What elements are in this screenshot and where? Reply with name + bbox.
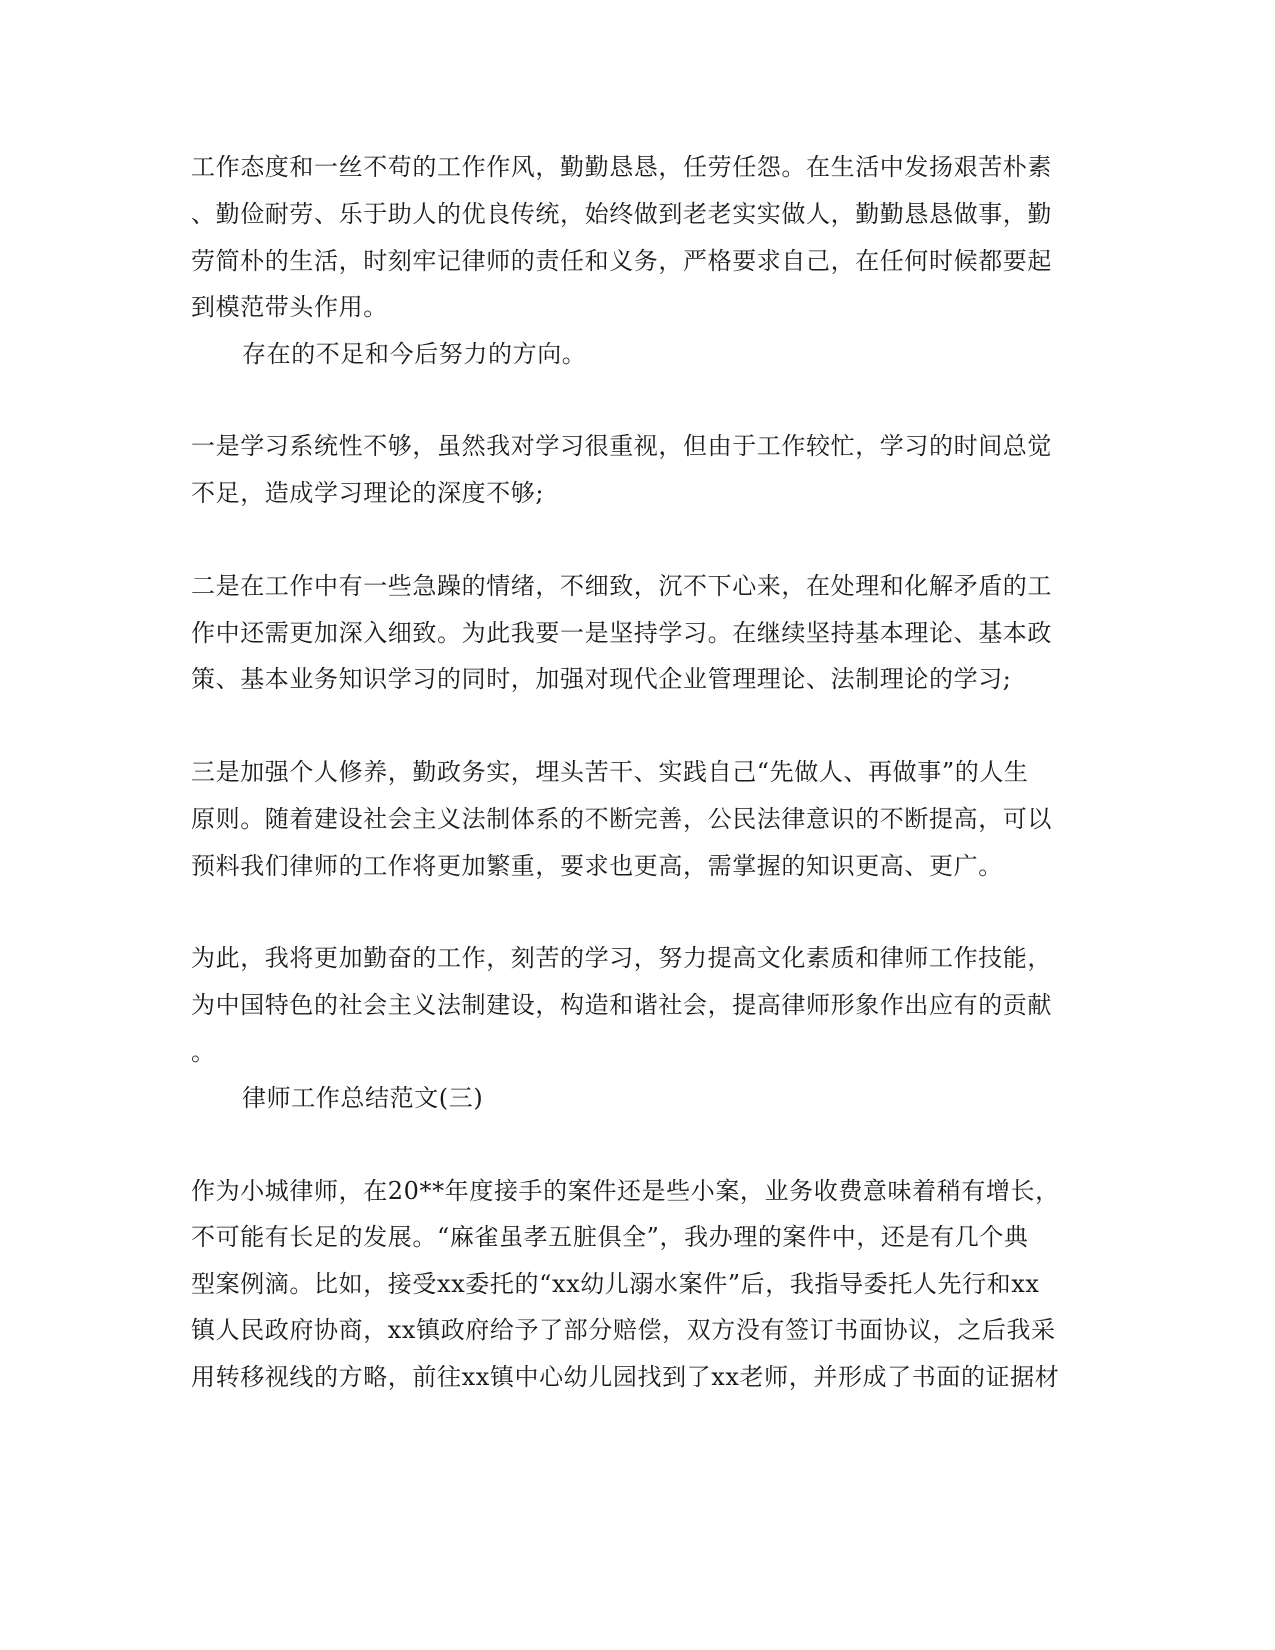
paragraph-line: 不可能有长足的发展。“麻雀虽孝五脏俱全”，我办理的案件中，还是有几个典 <box>191 1223 1029 1251</box>
paragraph-line: 不足，造成学习理论的深度不够; <box>191 479 545 507</box>
paragraph-line: 为此，我将更加勤奋的工作，刻苦的学习，努力提高文化素质和律师工作技能， <box>191 944 1052 972</box>
paragraph-line: 为中国特色的社会主义法制建设，构造和谐社会，提高律师形象作出应有的贡献 <box>191 991 1052 1019</box>
paragraph-line: 二是在工作中有一些急躁的情绪，不细致，沉不下心来，在处理和化解矛盾的工 <box>191 572 1052 600</box>
paragraph-line: 一是学习系统性不够，虽然我对学习很重视，但由于工作较忙，学习的时间总觉 <box>191 432 1052 460</box>
paragraph-line: 工作态度和一丝不苟的工作作风，勤勤恳恳，任劳任怨。在生活中发扬艰苦朴素 <box>191 153 1052 181</box>
paragraph-line: 策、基本业务知识学习的同时，加强对现代企业管理理论、法制理论的学习; <box>191 665 1012 693</box>
paragraph-line: 镇人民政府协商，xx镇政府给予了部分赔偿，双方没有签订书面协议，之后我采 <box>191 1316 1056 1344</box>
paragraph-line: 三是加强个人修养，勤政务实，埋头苦干、实践自己“先做人、再做事”的人生 <box>191 758 1029 786</box>
paragraph-line: 原则。随着建设社会主义法制体系的不断完善，公民法律意识的不断提高，可以 <box>191 805 1052 833</box>
paragraph-line: 劳简朴的生活，时刻牢记律师的责任和义务，严格要求自己，在任何时候都要起 <box>191 247 1052 275</box>
paragraph-line: 作中还需更加深入细致。为此我要一是坚持学习。在继续坚持基本理论、基本政 <box>191 619 1052 647</box>
section-heading: 律师工作总结范文(三) <box>242 1084 484 1112</box>
paragraph-line: 用转移视线的方略，前往xx镇中心幼儿园找到了xx老师，并形成了书面的证据材 <box>191 1363 1060 1391</box>
paragraph-line: 作为小城律师，在20**年度接手的案件还是些小案，业务收费意味着稍有增长， <box>191 1177 1060 1205</box>
paragraph-line: 、勤俭耐劳、乐于助人的优良传统，始终做到老老实实做人，勤勤恳恳做事，勤 <box>191 200 1052 228</box>
paragraph-line: 到模范带头作用。 <box>191 293 388 321</box>
section-heading: 存在的不足和今后努力的方向。 <box>242 340 587 368</box>
paragraph-line: 预料我们律师的工作将更加繁重，要求也更高，需掌握的知识更高、更广。 <box>191 852 1003 880</box>
paragraph-line: 。 <box>191 1038 216 1066</box>
paragraph-line: 型案例滴。比如，接受xx委托的“xx幼儿溺水案件”后，我指导委托人先行和xx <box>191 1270 1040 1298</box>
